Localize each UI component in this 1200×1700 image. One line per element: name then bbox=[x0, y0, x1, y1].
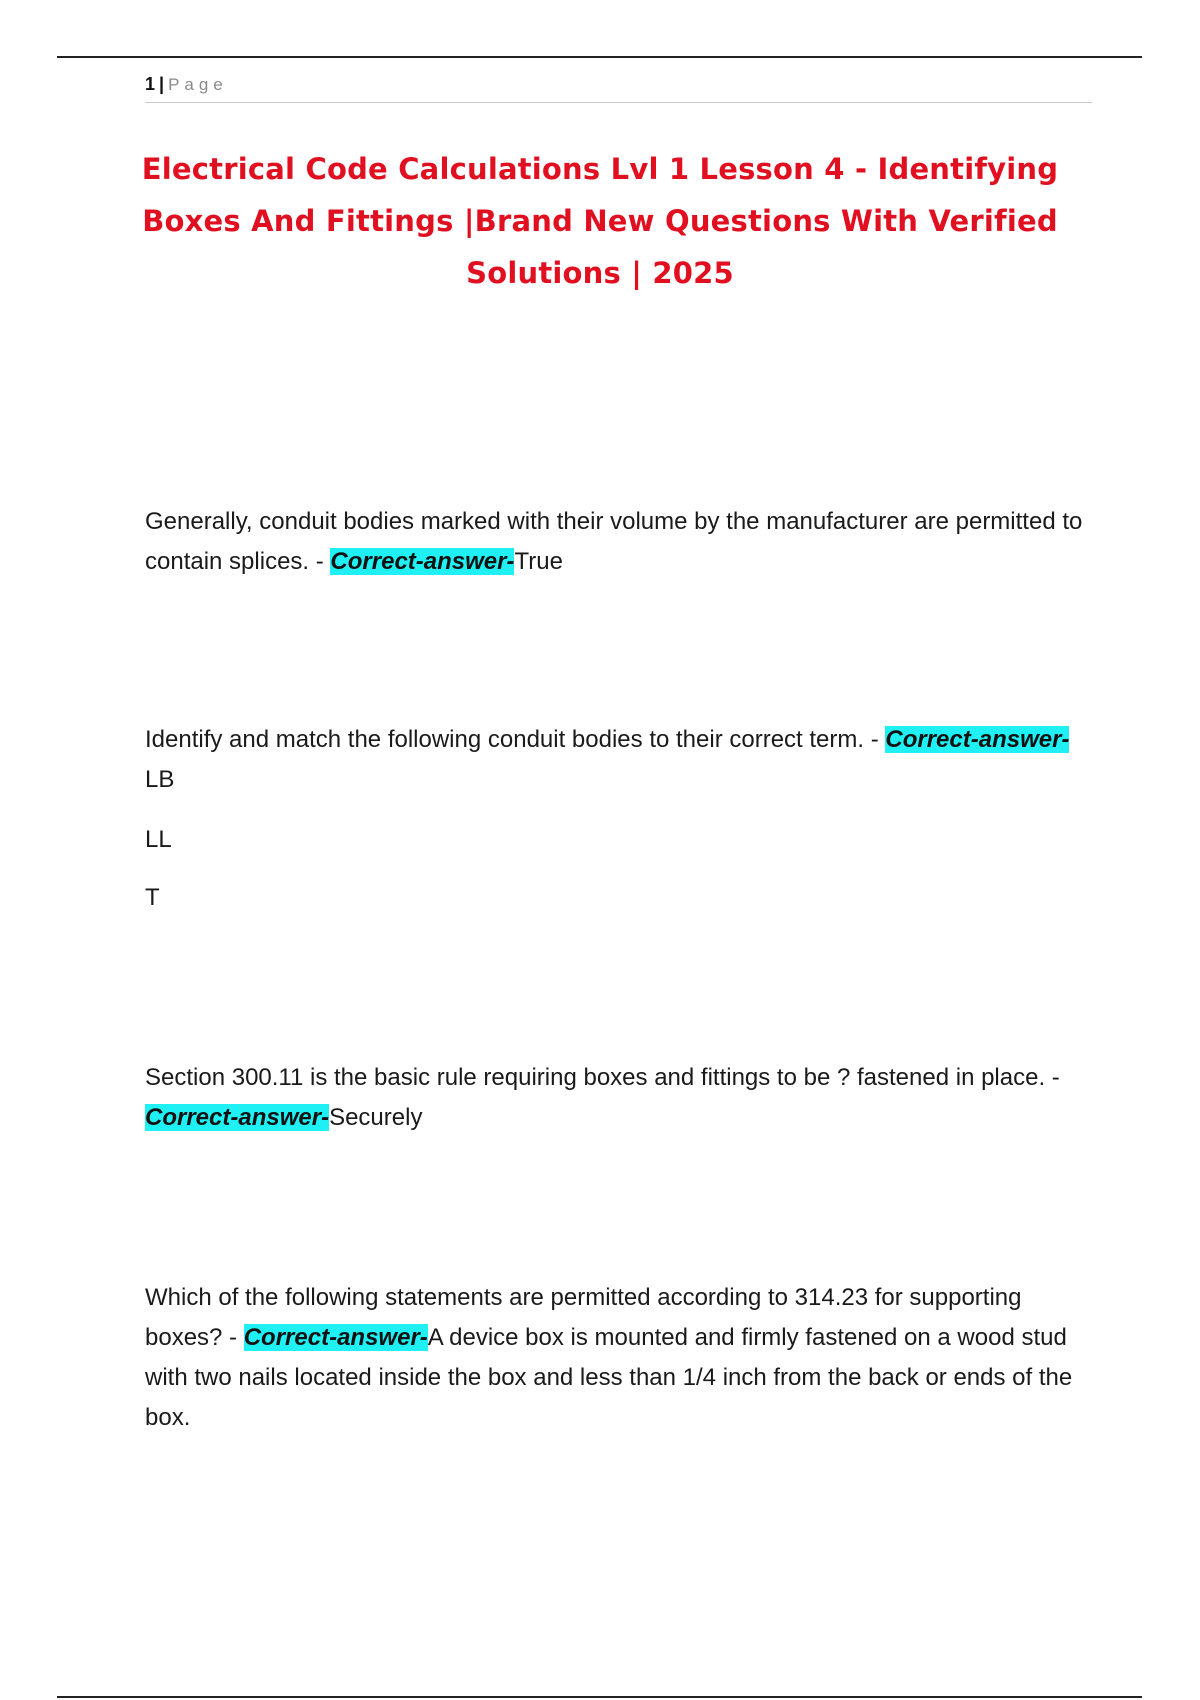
document-title: Electrical Code Calculations Lvl 1 Lesson 4 - Identifying Boxes And Fittings |Brand New Questions With Verified Solutions | 2025 bbox=[141, 152, 1059, 290]
answer-extra-line: T bbox=[145, 884, 160, 911]
answer-text: LB bbox=[145, 766, 175, 793]
answer-extra-line: LL bbox=[145, 826, 172, 853]
top-rule bbox=[57, 56, 1142, 58]
question-text: Identify and match the following conduit bodies to their correct term. - bbox=[145, 726, 886, 753]
qa-item-3 bbox=[145, 1058, 1095, 1138]
page-number: 1 bbox=[145, 74, 156, 94]
qa-item-1 bbox=[145, 502, 1095, 582]
correct-answer-marker: Correct-answer- bbox=[243, 1324, 428, 1351]
answer-text: A device box is mounted and firmly fastened on a wood stud with two nails located inside the box and less than 1/4 inch from the back or ends of the box. bbox=[145, 1324, 1073, 1431]
correct-answer-marker: Correct-answer- bbox=[330, 548, 515, 575]
question-text: Which of the following statements are permitted according to 314.23 for supporting boxes? - bbox=[145, 1284, 1022, 1351]
qa-item-2 bbox=[145, 720, 1095, 800]
question-text: Generally, conduit bodies marked with their volume by the manufacturer are permitted to contain splices. - bbox=[145, 508, 1083, 575]
page-label: Page bbox=[168, 75, 228, 94]
correct-answer-marker: Correct-answer- bbox=[885, 726, 1070, 753]
answer-text: True bbox=[514, 548, 563, 575]
page-header bbox=[145, 74, 1092, 103]
qa-item-4 bbox=[145, 1278, 1095, 1438]
answer-text: Securely bbox=[329, 1104, 423, 1131]
page-separator: | bbox=[159, 74, 165, 94]
question-text: Section 300.11 is the basic rule requiring boxes and fittings to be ? fastened in place. - bbox=[145, 1064, 1060, 1091]
bottom-rule bbox=[57, 1696, 1142, 1698]
correct-answer-marker: Correct-answer- bbox=[145, 1104, 330, 1131]
